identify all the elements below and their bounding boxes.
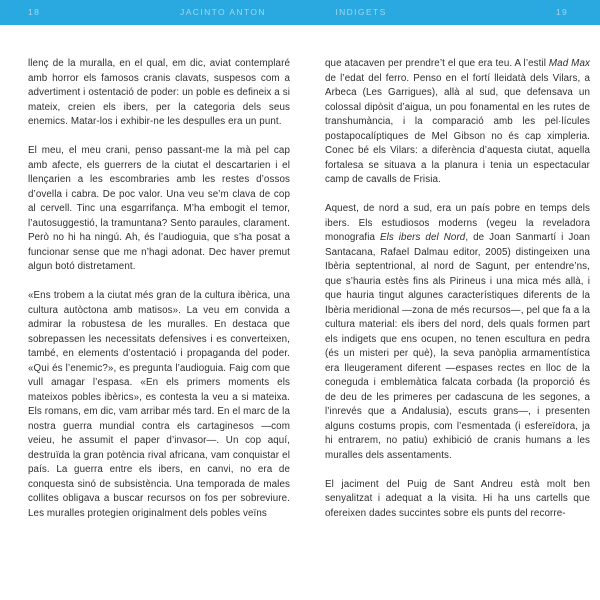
- body-text: «Ens trobem a la ciutat més gran de la cultura ibèrica, una cultura autòctona amb matisos». La veu em convida a admirar la robustesa de les muralles. En destaca que sobrepassen les necessitats defensives i es converteixen, també, en elements d’ostentació i propaganda del poder. «Qui és l’enemic?», es pregunta l’audioguia. Faig com que vull amagar l’espasa. «En els primers moments els mateixos pobles ibèrics», es contesta la veu a si mateixa. Els romans, em dic, vam arribar més tard. En el marc de la nostra guerra mundial contra els cartaginesos —com veieu, he assumit el paper d’invasor—. Un cop aquí, destruïda la gran potència rival africana, vam conquistar el país. La guerra entre els ibers, en canvi, no era de conquesta sinó de subsistència. Una temporada de males collites obligava a buscar recursos on fos per sobreviure. Les muralles protegien originalment dels pobles veïns: [28, 290, 290, 519]
- paragraph: [325, 57, 590, 188]
- page-number-right: 19: [555, 7, 569, 17]
- body-text: de l’edat del ferro. Penso en el fortí lleidatà dels Vilars, a Arbeca (Les Garrigues), allà al sud, que defensava un colossal dipòsit d’aigua, un pou fonamental en les rutes de transhumància, i la comparació amb les pel·lícules postapocalíptiques de Mel Gibson no és cap ximpleria. Conec bé els Vilars: a diferència d’aquesta ciutat, aquella fortalesa se situava a la planura i tenia un espectacular camp de cavalls de Frisia.: [325, 72, 590, 185]
- paragraph: [28, 57, 290, 130]
- body-text: El jaciment del Puig de Sant Andreu està molt ben senyalitzat i adequat a la visita. Hi ha uns cartells que ofereixen dades succintes sobre els punts del recorre-: [325, 478, 590, 519]
- paragraph: [325, 478, 590, 522]
- italic-text: Els ibers del Nord: [379, 232, 466, 243]
- body-text: , de Joan Sanmartí i Joan Santacana, Rafael Dalmau editor, 2005) distingeixen una Ibèria septentrional, al nord de Sagunt, per entendre’ns, que s’hauria estès fins als Pirineus i una mica més allà, i que hauria tingut algunes característiques diferents de la Ibèria meridional —zona de més recursos—, pel que fa a la cultura material: els ibers del nord, dels quals formen part els indigets que ens ocupen, no tenen escultura en pedra (és un misteri per què), la seva panòplia armamentística era lleugerament diferent —espases rectes en lloc de la coneguda i emblemàtica falcata corbada (la proporció és de deu de les primeres per cadascuna de les segones, a l’inrevés que a Andalusia), escuts grans—, i presenten alguns costums propis, com l’esmentada (i esfereïdora, ja hi entrarem, no patiu) exhibició de cranis humans a les muralles dels assentaments.: [325, 232, 590, 461]
- running-head-title: INDIGETS: [335, 7, 387, 17]
- running-head-author: JACINTO ANTON: [180, 7, 266, 17]
- header-bar: [0, 0, 600, 25]
- paragraph: [28, 289, 290, 521]
- body-text: Aquest, de nord a sud, era un país pobre en temps dels ibers. Els estudiosos moderns (vegeu la reveladora monografia: [325, 203, 590, 243]
- text-column-left: [28, 57, 290, 521]
- italic-text: Mad Max: [548, 58, 590, 69]
- body-text: que atacaven per prendre’t el que era teu. A l’estil: [325, 58, 549, 69]
- body-text: llenç de la muralla, en el qual, em dic, aviat contemplaré amb horror els famosos cranis clavats, suspesos com a advertiment i ostentació de poder: un poble es defineix a si mateix, creien els ibers, per la categoria dels seus enemics. Matar-los i exhibir-ne les despulles era un punt.: [28, 58, 290, 127]
- body-text: El meu, el meu crani, penso passant-me la mà pel cap amb afecte, els guerrers de la ciutat el descartarien i el llençarien a les escombraries amb les restes d’ossos d’ovella i cabra. De poc valor. Una veu se’m clava de cop al cervell. Tinc una esgarrifança. M’ha embogit el temor, l’autosuggestió, la tramuntana? Sento paraules, clarament. Però no hi ha ningú. Ah, és l’audioguia, que s’ha posat a funcionar sense que me n’hagi adonat. Dec haver premut algun botó distretament.: [28, 145, 290, 272]
- paragraph: [28, 144, 290, 275]
- paragraph: [325, 202, 590, 463]
- page-number-left: 18: [28, 7, 41, 17]
- text-column-right: [325, 57, 590, 521]
